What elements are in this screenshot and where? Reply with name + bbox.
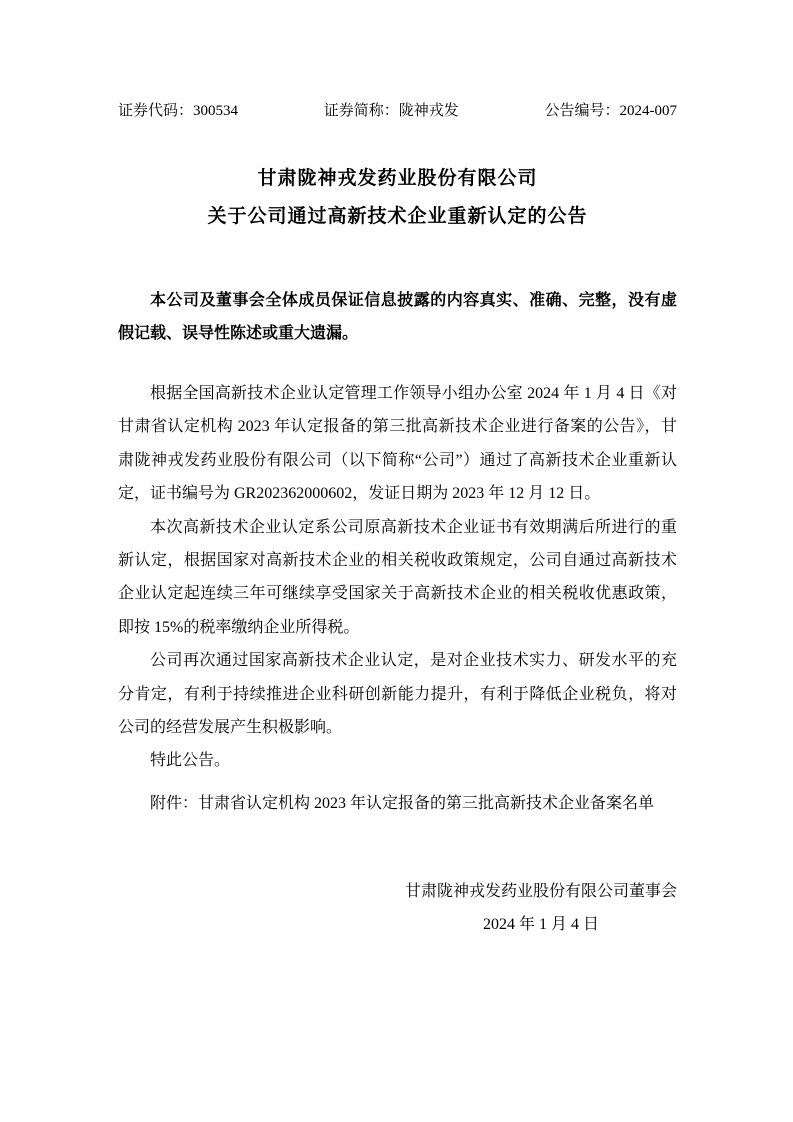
stock-name: 证券简称：陇神戎发 [323, 103, 459, 119]
stock-code: 证券代码：300534 [118, 103, 239, 119]
attachment-note: 附件：甘肃省认定机构 2023 年认定报备的第三批高新技术企业备案名单 [150, 794, 655, 812]
document-header [118, 101, 677, 121]
signature-block [405, 875, 677, 941]
paragraph-tax-policy: 本次高新技术企业认定系公司原高新技术企业证书有效期满后所进行的重新认定，根据国家对高新技术企业的相关税收政策规定，公司自通过高新技术企业认定起连续三年可继续享受国家关于高新技术企业的相关税收优惠政策，即按 15%的税率缴纳企业所得税。 [118, 518, 677, 636]
paragraph-impact: 公司再次通过国家高新技术企业认定，是对企业技术实力、研发水平的充分肯定，有利于持续推进企业科研创新能力提升，有利于降低企业税负，将对公司的经营发展产生积极影响。 [118, 652, 677, 737]
paragraph-certification-basis: 根据全国高新技术企业认定管理工作领导小组办公室 2024 年 1 月 4 日《对甘肃省认定机构 2023 年认定报备的第三批高新技术企业进行备案的公告》，甘肃陇神戎发药业股份有限公司（以下简称“公司”）通过了高新技术企业重新认定，证书编号为 GR202362000602，发证日期为 2023 年 12 月 12 日。 [118, 385, 677, 503]
disclaimer-statement: 本公司及董事会全体成员保证信息披露的内容真实、准确、完整，没有虚假记载、误导性陈述或重大遗漏。 [118, 292, 677, 342]
company-title: 甘肃陇神戎发药业股份有限公司 [257, 168, 538, 189]
announcement-number: 公告编号：2024-007 [544, 103, 677, 119]
announcement-title: 关于公司通过高新技术企业重新认定的公告 [207, 206, 588, 227]
paragraph-closing: 特此公告。 [150, 752, 231, 770]
signature-date: 2024 年 1 月 4 日 [482, 915, 599, 933]
signature-company: 甘肃陇神戎发药业股份有限公司董事会 [404, 882, 677, 900]
